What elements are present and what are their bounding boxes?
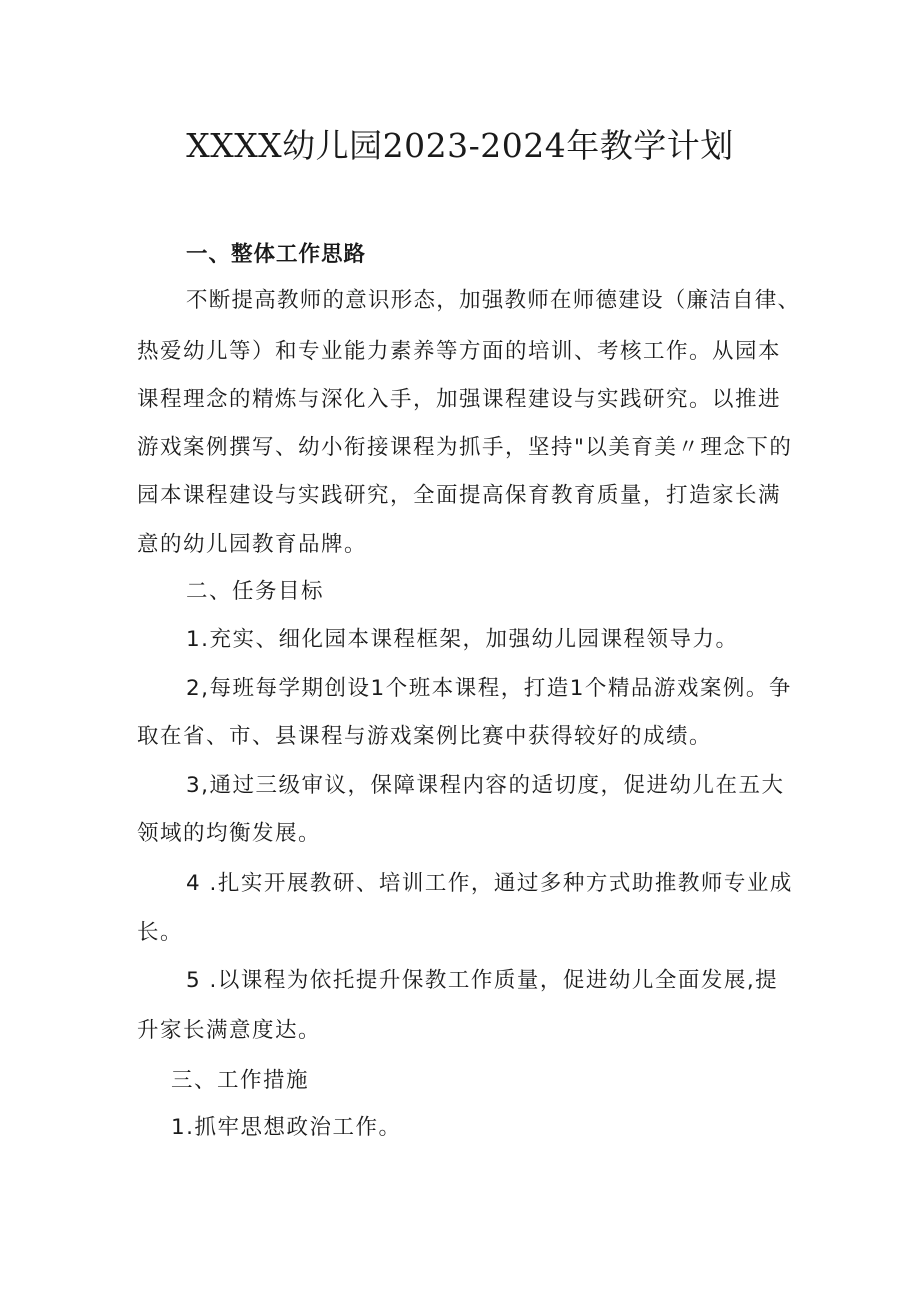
- paragraph-line: 课程理念的精炼与深化入手，加强课程建设与实践研究。以推进: [137, 387, 782, 412]
- goal-item-5-line: 5 .以课程为依托提升保教工作质量，促进幼儿全面发展,提: [186, 968, 779, 993]
- goal-item-3-line: 领域的均衡发展。: [137, 821, 322, 846]
- section-heading-overall-approach: 一、整体工作思路: [186, 242, 367, 267]
- paragraph-line: 园本课程建设与实践研究，全面提高保育教育质量，打造家长满: [137, 483, 782, 508]
- paragraph-line: 游戏案例撰写、幼小衔接课程为抓手，坚持"以美育美〃理念下的: [137, 435, 793, 460]
- goal-item-2-line: 取在省、市、县课程与游戏案例比赛中获得较好的成绩。: [137, 724, 713, 749]
- document-title: XXXX幼儿园2023-2024年教学计划: [186, 126, 734, 165]
- section-heading-task-goals: 二、任务目标: [186, 579, 325, 604]
- goal-item-4-line: 4 .扎实开展教研、培训工作，通过多种方式助推教师专业成: [186, 871, 793, 896]
- section-heading-work-measures: 三、工作措施: [171, 1068, 310, 1093]
- goal-item-4-line: 长。: [137, 920, 184, 945]
- paragraph-line: 热爱幼儿等）和专业能力素养等方面的培训、考核工作。从园本: [137, 339, 782, 364]
- measure-item-1: 1.抓牢思想政治工作。: [171, 1115, 402, 1140]
- goal-item-1: 1.充实、细化园本课程框架，加强幼儿园课程领导力。: [186, 627, 739, 652]
- paragraph-line: 意的幼儿园教育品牌。: [137, 532, 368, 557]
- goal-item-5-line: 升家长满意度达。: [137, 1018, 322, 1043]
- paragraph-line: 不断提高教师的意识形态，加强教师在师德建设（廉洁自律、: [186, 288, 801, 313]
- goal-item-3-line: 3,通过三级审议，保障课程内容的适切度，促进幼儿在五大: [186, 773, 785, 798]
- goal-item-2-line: 2,每班每学期创设1个班本课程，打造1个精品游戏案例。争: [186, 676, 792, 701]
